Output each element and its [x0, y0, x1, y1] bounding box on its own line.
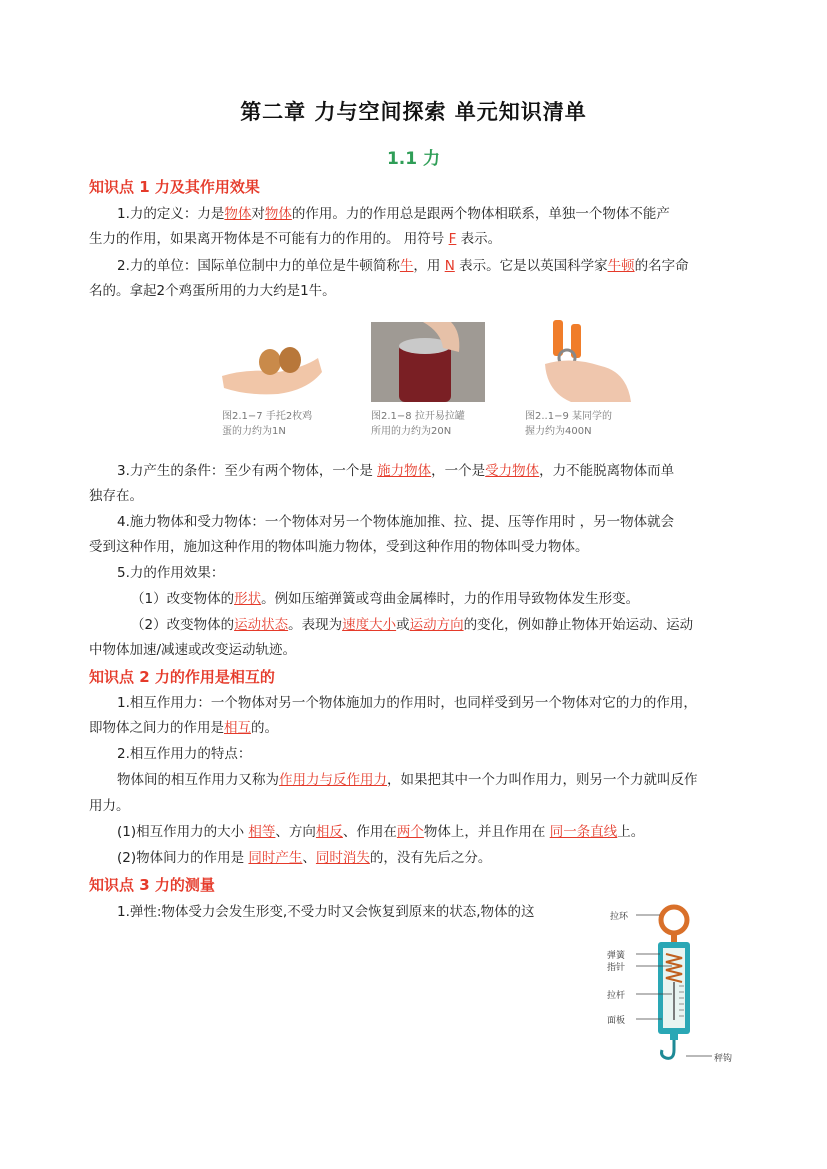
kp1-p3: 3.力产生的条件：至少有两个物体，一个是 施力物体，一个是受力物体，力不能脱离物体而单: [117, 463, 675, 479]
gripper-figure: [541, 320, 637, 402]
label-pull-ring: 拉环: [610, 912, 629, 922]
answer-blank: 运动状态: [234, 617, 289, 633]
scale-hook: [662, 1040, 675, 1058]
kp1-heading: 知识点 1 力及其作用效果: [89, 178, 260, 196]
label-pointer: 指针: [607, 963, 626, 973]
figure-caption: 图2..1−9 某同学的 握力约为400N: [525, 411, 613, 437]
kp2-p2: 2.相互作用力的特点：: [117, 746, 252, 762]
answer-blank: 作用力与反作用力: [279, 772, 387, 788]
egg-shape: [259, 349, 281, 375]
label-panel: 面板: [607, 1016, 626, 1026]
answer-blank: 两个: [396, 824, 424, 840]
label-spring: 弹簧: [607, 951, 626, 961]
kp1-p5: 5.力的作用效果：: [117, 565, 225, 581]
kp1-p4-cont: 受到这种作用，施加这种作用的物体叫施力物体，受到这种作用的物体叫受力物体。: [89, 539, 589, 555]
kp1-p4: 4.施力物体和受力物体：一个物体对另一个物体施加推、拉、提、压等作用时 ，另一物体就会: [117, 514, 675, 530]
kp2-heading: 知识点 2 力的作用是相互的: [89, 668, 275, 686]
can-figure: [371, 322, 485, 402]
answer-blank: N: [444, 258, 455, 274]
answer-blank: 相反: [315, 824, 343, 840]
answer-blank: 速度大小: [342, 617, 397, 633]
section-title: 1.1 力: [386, 149, 441, 169]
kp1-p1-cont: 生力的作用，如果离开物体是不可能有力的作用的。 用符号 F 表示。: [89, 231, 502, 247]
answer-blank: 运动方向: [409, 617, 464, 633]
egg-shape: [279, 347, 301, 373]
kp2-p3: 物体间的相互作用力又称为作用力与反作用力，如果把其中一个力叫作用力，则另一个力就叫反作: [117, 772, 698, 788]
spring-scale-figure: [600, 902, 750, 1072]
answer-blank: 施力物体: [377, 463, 432, 479]
answer-blank: 同时产生: [248, 850, 303, 866]
answer-blank: 同时消失: [315, 850, 370, 866]
pull-ring: [661, 907, 687, 933]
kp2-p4: (1)相互作用力的大小 相等、方向相反、作用在两个物体上，并且作用在 同一条直线上。: [117, 824, 645, 840]
kp3-heading: 知识点 3 力的测量: [89, 876, 215, 894]
answer-blank: 物体: [224, 206, 252, 222]
kp1-p5c: 中物体加速/减速或改变运动轨迹。: [89, 642, 297, 658]
label-hook: 秤钩: [714, 1054, 733, 1064]
egg-hand-figure: [218, 328, 324, 400]
kp2-p3-cont: 用力。: [89, 798, 130, 814]
page-title: 第二章 力与空间探索 单元知识清单: [240, 100, 587, 124]
hand-shape: [545, 360, 631, 402]
kp1-p2: 2.力的单位：国际单位制中力的单位是牛顿简称牛，用 N 表示。它是以英国科学家牛顿的名字命: [117, 258, 689, 274]
kp2-p1-cont: 即物体之间力的作用是相互的。: [89, 720, 278, 736]
answer-blank: 相等: [248, 824, 276, 840]
kp1-p5b: （2）改变物体的运动状态。表现为速度大小或运动方向的变化，例如静止物体开始运动、运动: [131, 617, 694, 633]
kp1-p2-cont: 名的。拿起2个鸡蛋所用的力大约是1牛。: [89, 283, 336, 299]
kp2-p1: 1.相互作用力：一个物体对另一个物体施加力的作用时，也同样受到另一个物体对它的力的作用，: [117, 695, 697, 711]
answer-blank: 牛顿: [607, 258, 635, 274]
answer-blank: 牛: [399, 258, 414, 274]
answer-blank: 物体: [264, 206, 292, 222]
figure-caption: 图2.1−8 拉开易拉罐 所用的力约为20N: [371, 411, 465, 437]
figure-caption: 图2.1−7 手托2枚鸡 蛋的力约为1N: [222, 411, 313, 437]
kp2-p5: (2)物体间力的作用是 同时产生、同时消失的，没有先后之分。: [117, 850, 492, 866]
label-pull-rod: 拉杆: [607, 991, 626, 1001]
kp1-p3-cont: 独存在。: [89, 488, 143, 504]
answer-blank: F: [448, 231, 457, 247]
answer-blank: 相互: [224, 720, 251, 736]
answer-blank: 同一条直线: [549, 824, 618, 840]
answer-blank: 形状: [234, 591, 262, 607]
answer-blank: 受力物体: [485, 463, 540, 479]
kp3-p1: 1.弹性:物体受力会发生形变,不受力时又会恢复到原来的状态,物体的这: [117, 904, 535, 920]
kp1-p1: 1.力的定义：力是物体对物体的作用。力的作用总是跟两个物体相联系，单独一个物体不能产: [117, 206, 670, 222]
kp1-p5a: （1）改变物体的形状。例如压缩弹簧或弯曲金属棒时，力的作用导致物体发生形变。: [131, 591, 640, 607]
